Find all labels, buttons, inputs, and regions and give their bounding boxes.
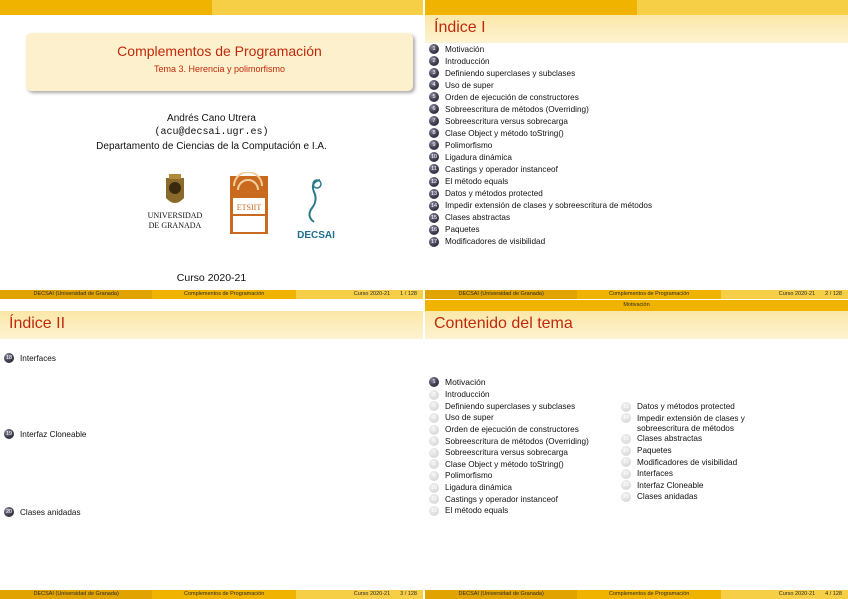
section-label[interactable]: El método equals — [445, 506, 509, 516]
footer-date: Curso 2020-21 — [353, 291, 391, 297]
institution-logos — [134, 172, 344, 247]
section-number-badge: 5 — [429, 92, 439, 102]
section-number-badge: 6 — [429, 436, 439, 446]
toc-item[interactable] — [429, 188, 652, 200]
section-label[interactable]: Motivación — [445, 377, 486, 388]
toc-item[interactable] — [429, 401, 589, 413]
section-number-badge: 16 — [622, 447, 630, 454]
section-label[interactable]: Paquetes — [637, 446, 672, 456]
toc-item[interactable] — [429, 115, 652, 127]
toc-item[interactable] — [429, 79, 652, 91]
toc-item[interactable] — [429, 435, 589, 447]
slide-footer — [0, 590, 423, 599]
header-bar — [0, 0, 423, 15]
toc-item[interactable] — [621, 456, 745, 468]
section-number-badge: 1 — [429, 377, 439, 387]
toc-item[interactable] — [621, 433, 745, 445]
section-number-badge: 16 — [430, 226, 438, 233]
section-number-badge: 6 — [429, 104, 439, 114]
presentation-subtitle: Tema 3. Herencia y polimorfismo — [153, 64, 286, 74]
section-number-badge: 1 — [429, 44, 439, 54]
section-number-badge: 20 — [5, 509, 13, 516]
section-number-badge: 18 — [5, 355, 13, 362]
decsai-logo-text: DECSAI — [297, 230, 335, 241]
section-label[interactable]: Clase Object y método toString() — [445, 459, 564, 469]
section-label[interactable]: Polimorfismo — [445, 140, 493, 150]
toc-item[interactable] — [621, 445, 745, 457]
section-number-badge: 14 — [430, 202, 438, 209]
toc-item[interactable] — [429, 151, 652, 163]
section-label[interactable]: Definiendo superclases y subclases — [445, 401, 576, 411]
section-label[interactable]: El método equals — [445, 177, 509, 187]
section-label[interactable]: Impedir extensión de clases y — [637, 413, 745, 423]
presentation-title: Complementos de Programación — [117, 43, 322, 59]
section-label[interactable]: Modificadores de visibilidad — [445, 237, 546, 247]
slide-footer — [425, 590, 848, 599]
section-number-badge: 12 — [430, 178, 438, 185]
section-number-badge: 9 — [429, 471, 439, 481]
frame-title-bar — [425, 15, 848, 43]
footer-page-number: 3 / 128 — [400, 591, 417, 597]
footer-institution: DECSAI (Universidad de Granada) — [0, 590, 152, 599]
toc-item[interactable] — [429, 67, 652, 79]
toc-item[interactable] — [429, 505, 589, 517]
toc-item[interactable] — [429, 212, 652, 224]
toc-item[interactable] — [429, 389, 589, 401]
footer-institution: DECSAI (Universidad de Granada) — [425, 290, 577, 299]
active-section — [429, 376, 486, 388]
toc-item[interactable] — [429, 127, 652, 139]
section-navigation[interactable]: Motivación — [425, 300, 848, 311]
slide-footer — [0, 290, 423, 299]
frame-title-bar — [425, 311, 848, 339]
section-label[interactable]: Orden de ejecución de constructores — [445, 425, 579, 435]
section-label[interactable]: Interfaces — [637, 469, 673, 479]
section-label[interactable]: Interfaces — [20, 353, 56, 363]
frame-title: Índice I — [434, 19, 486, 36]
toc-item[interactable] — [429, 459, 589, 471]
section-label[interactable]: Introducción — [445, 390, 490, 400]
section-number-badge: 20 — [622, 493, 630, 500]
toc-item[interactable] — [429, 55, 652, 67]
ugr-crest-logo — [166, 174, 184, 203]
footer-date: Curso 2020-21 — [353, 591, 391, 597]
toc-item[interactable] — [621, 491, 745, 503]
toc-item[interactable] — [429, 424, 589, 436]
section-label[interactable]: Sobreescritura de métodos (Overriding) — [445, 436, 589, 446]
toc-item[interactable] — [4, 506, 81, 518]
section-number-badge: 17 — [430, 238, 438, 245]
section-label[interactable]: Impedir extensión de clases y sobreescritura de métodos — [445, 201, 653, 211]
section-number-badge: 2 — [429, 56, 439, 66]
footer-course-title: Complementos de Programación — [577, 590, 721, 599]
section-number-badge: 19 — [5, 431, 13, 438]
toc-item[interactable] — [621, 413, 745, 425]
toc-item[interactable] — [429, 91, 652, 103]
ugr-logo-line2: DE GRANADA — [148, 221, 202, 230]
toc-item[interactable] — [429, 103, 652, 115]
course-year: Curso 2020-21 — [176, 272, 247, 284]
footer-page-number: 2 / 128 — [825, 291, 842, 297]
frame-title: Índice II — [9, 315, 66, 332]
section-label[interactable]: Uso de super — [445, 80, 494, 90]
toc-item[interactable] — [429, 139, 652, 151]
section-number-badge: 11 — [429, 164, 439, 174]
toc-item[interactable] — [621, 401, 745, 413]
slide-index-1 — [425, 0, 848, 299]
section-label-continuation[interactable]: sobreescritura de métodos — [637, 424, 734, 434]
section-label[interactable]: Ligadura dinámica — [445, 483, 512, 493]
section-number-badge: 17 — [622, 459, 630, 466]
slide-footer — [425, 290, 848, 299]
footer-institution: DECSAI (Universidad de Granada) — [425, 590, 577, 599]
decsai-logo — [309, 180, 321, 222]
section-label[interactable]: Motivación — [445, 44, 485, 54]
header-bar — [425, 0, 848, 15]
section-label[interactable]: Sobreescritura de métodos (Overriding) — [445, 104, 589, 114]
toc-item[interactable] — [4, 352, 56, 364]
section-number-badge: 8 — [429, 459, 439, 469]
table-of-contents — [429, 43, 652, 248]
section-label[interactable]: Sobreescritura versus sobrecarga — [445, 448, 568, 458]
section-label[interactable]: Ligadura dinámica — [445, 152, 512, 162]
section-number-badge: 4 — [429, 413, 439, 423]
footer-course-title: Complementos de Programación — [152, 590, 296, 599]
section-number-badge: 10 — [430, 484, 438, 491]
section-label[interactable]: Sobreescritura versus sobrecarga — [445, 116, 568, 126]
section-number-badge: 7 — [429, 116, 439, 126]
toc-item[interactable] — [429, 482, 589, 494]
author-department: Departamento de Ciencias de la Computación e I.A. — [96, 141, 327, 152]
footer-date: Curso 2020-21 — [778, 291, 816, 297]
toc-item[interactable] — [429, 447, 589, 459]
footer-institution: DECSAI (Universidad de Granada) — [0, 290, 152, 299]
section-number-badge: 9 — [429, 140, 439, 150]
section-number-badge: 5 — [429, 425, 439, 435]
frame-title: Contenido del tema — [434, 315, 573, 332]
section-number-badge: 2 — [429, 390, 439, 400]
title-box — [26, 33, 413, 91]
section-number-badge: 11 — [429, 494, 439, 504]
toc-item[interactable] — [429, 43, 652, 55]
toc-item[interactable] — [429, 224, 652, 236]
footer-course-title: Complementos de Programación — [577, 290, 721, 299]
frame-title-bar — [0, 311, 423, 339]
section-label[interactable]: Clases abstractas — [637, 434, 703, 444]
footer-page-number: 4 / 128 — [825, 591, 842, 597]
contents-column-1 — [429, 389, 589, 517]
toc-item[interactable] — [429, 200, 652, 212]
section-label[interactable]: Clase Object y método toString() — [445, 128, 564, 138]
footer-course-title: Complementos de Programación — [152, 290, 296, 299]
toc-item[interactable] — [429, 412, 589, 424]
section-number-badge: 3 — [429, 68, 439, 78]
section-number-badge: 13 — [430, 190, 438, 197]
toc-item[interactable] — [621, 468, 745, 480]
section-label[interactable]: Definiendo superclases y subclases — [445, 68, 576, 78]
section-number-badge: 7 — [429, 448, 439, 458]
section-label[interactable]: Introducción — [445, 56, 490, 66]
section-number-badge: 3 — [429, 401, 439, 411]
section-number-badge: 12 — [430, 507, 438, 514]
section-label[interactable]: Datos y métodos protected — [637, 402, 735, 412]
section-label[interactable]: Datos y métodos protected — [445, 189, 543, 199]
footer-page-number: 1 / 128 — [400, 291, 417, 297]
section-label[interactable]: Paquetes — [445, 225, 480, 235]
section-label[interactable]: Clases anidadas — [20, 507, 81, 517]
section-label[interactable]: Castings y operador instanceof — [445, 494, 558, 504]
section-number-badge: 15 — [622, 435, 630, 442]
section-label[interactable]: Uso de super — [445, 413, 494, 423]
section-number-badge: 4 — [429, 80, 439, 90]
section-label[interactable]: Polimorfismo — [445, 471, 493, 481]
section-number-badge: 19 — [622, 482, 630, 489]
toc-item[interactable] — [429, 470, 589, 482]
section-number-badge: 10 — [430, 154, 438, 161]
section-label[interactable]: Orden de ejecución de constructores — [445, 92, 579, 102]
section-label[interactable]: Modificadores de visibilidad — [637, 457, 738, 467]
section-number-badge: 18 — [622, 470, 630, 477]
slide-title — [0, 0, 423, 299]
toc-item[interactable] — [429, 176, 652, 188]
section-number-badge: 13 — [622, 403, 630, 410]
toc-item[interactable] — [429, 493, 589, 505]
section-number-badge: 8 — [429, 128, 439, 138]
section-number-badge: 15 — [430, 214, 438, 221]
section-label[interactable]: Castings y operador instanceof — [445, 164, 558, 174]
toc-item[interactable] — [4, 428, 86, 440]
footer-date: Curso 2020-21 — [778, 591, 816, 597]
toc-item[interactable] — [429, 236, 652, 248]
author-name: Andrés Cano Utrera — [167, 113, 256, 124]
etsiit-logo-text: ETSIIT — [236, 203, 262, 212]
toc-item[interactable] — [621, 480, 745, 492]
author-email: (acu@decsai.ugr.es) — [154, 127, 269, 138]
slide-index-2 — [0, 300, 423, 599]
section-label[interactable]: Interfaz Cloneable — [637, 480, 704, 490]
contents-column-2 — [621, 401, 745, 503]
ugr-logo-line1: UNIVERSIDAD — [147, 211, 203, 220]
section-label[interactable]: Clases abstractas — [445, 213, 511, 223]
section-label[interactable]: Clases anidadas — [637, 492, 698, 502]
section-number-badge: 14 — [622, 415, 630, 422]
section-label[interactable]: Interfaz Cloneable — [20, 429, 87, 439]
toc-item[interactable] — [429, 163, 652, 175]
slide-contents — [425, 300, 848, 599]
